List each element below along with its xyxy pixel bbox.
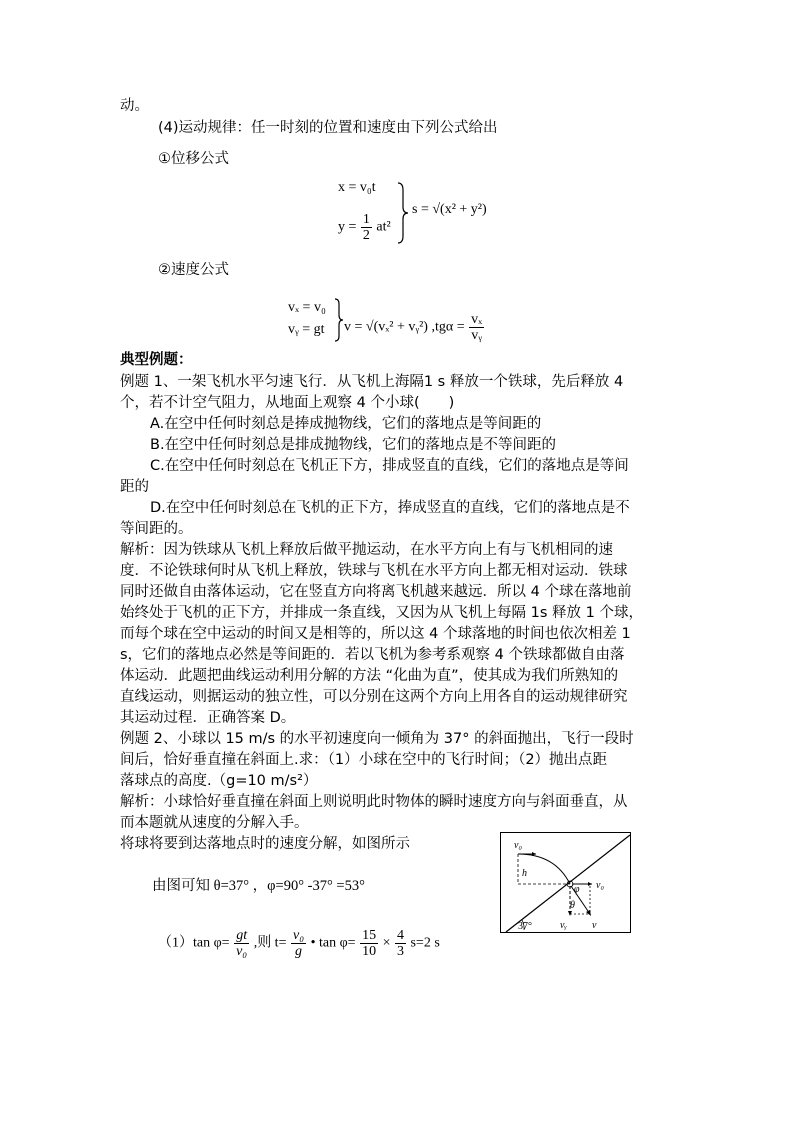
text-line: 解析：小球恰好垂直撞在斜面上则说明此时物体的瞬时速度方向与斜面垂直，从	[120, 794, 628, 810]
incline-projectile-diagram	[500, 832, 640, 940]
label-v: v	[592, 920, 597, 931]
text-line: 而每个球在空中运动的时间又是相等的，所以这 4 个球落地的时间也依次相差 1	[120, 626, 631, 642]
angle-label: 37°	[518, 921, 532, 932]
option-c: C.在空中任何时刻总在飞机正下方，排成竖直的直线，它们的落地点是等间	[150, 458, 629, 474]
arrow-head	[568, 911, 572, 916]
section-heading: 典型例题：	[120, 352, 193, 368]
option-b: B.在空中任何时刻总是排成抛物线，它们的落地点是不等间距的	[150, 437, 557, 453]
formula-velocity-x: vₓ = v₀	[288, 300, 326, 315]
text-line: (4)运动规律：任一时刻的位置和速度由下列公式给出	[158, 120, 498, 136]
text-line: ①位移公式	[158, 151, 229, 167]
label-h: h	[522, 868, 527, 879]
option-a: A.在空中任何时刻总是捧成抛物线，它们的落地点是等间距的	[150, 416, 542, 432]
text-line: 间后，恰好垂直撞在斜面上.求：（1）小球在空中的飞行时间；（2）抛出点距	[120, 752, 608, 768]
text-line: 始终处于飞机的正下方，并排成一条直线，又因为从飞机上每隔 1s 释放 1 个球，	[120, 605, 643, 621]
formula-displacement-x: x = v₀t	[338, 180, 376, 195]
text-line: 例题 2、小球以 15 m/s 的水平初速度向一倾角为 37° 的斜面抛出，飞行一段时	[120, 731, 634, 747]
text-line: 直线运动，则据运动的独立性，可以分别在这两个方向上用各自的运动规律研究	[120, 689, 628, 705]
incline-line	[506, 835, 630, 932]
formula-displacement-s: s = √(x² + y²)	[412, 202, 487, 217]
text-line: 落球点的高度.（g=10 m/s²）	[120, 773, 318, 789]
formula-velocity-y: vᵧ = gt	[288, 322, 325, 337]
arrow-head	[588, 882, 592, 886]
text-line: s，它们的落地点必然是等间距的．若以飞机为参考系观察 4 个铁球都做自由落	[120, 647, 625, 663]
label-v0-top: v₀	[514, 840, 522, 851]
text-line: 而本题就从速度的分解入手。	[120, 815, 309, 831]
text-line: ②速度公式	[158, 262, 229, 278]
label-vy: vᵧ	[560, 920, 567, 931]
text-line: 将球将要到达落地点时的速度分解，如图所示	[120, 836, 410, 852]
option-c-cont: 距的	[120, 479, 149, 495]
text-line: 个，若不计空气阻力，从地面上观察 4 个小球( )	[120, 395, 455, 411]
text-line: 例题 1、一架飞机水平匀速飞行．从飞机上海隔1 s 释放一个铁球，先后释放 4	[120, 374, 624, 390]
text-line: 体运动．此题把曲线运动利用分解的方法 “化曲为直”，使其成为我们所熟知的	[120, 668, 619, 684]
formula-displacement-y: y = $\frac{1}{2}$ at²	[338, 212, 391, 243]
option-d-cont: 等间距的。	[120, 521, 193, 537]
label-theta: θ	[570, 900, 575, 911]
text-line: 解析：因为铁球从飞机上释放后做平抛运动，在水平方向上有与飞机相同的速	[120, 542, 613, 558]
formula-flight-time: （1）tan φ= $\frac{gt}{\text{v₀}}$ ,则 t= $\frac{\text{v₀}}{g}$ • tan φ= $\frac{15}{10}$ × $\frac{4}{3}$ s=2 s	[158, 928, 440, 959]
text-line: 其运动过程．正确答案 D。	[120, 710, 296, 726]
text-line: 动。	[120, 98, 149, 114]
option-d: D.在空中任何时刻总在飞机的正下方，捧成竖直的直线，它们的落地点是不	[150, 500, 630, 516]
label-phi: φ	[574, 884, 580, 895]
text-line: 度．不论铁球何时从飞机上释放，铁球与飞机在水平方向上都无相对运动．铁球	[120, 563, 628, 579]
text-line: 同时还做自由落体运动，它在竖直方向将离飞机越来越远．所以 4 个球在落地前	[120, 584, 632, 600]
formula-velocity-v: v = √(vₓ² + vᵧ²) ,tgα = $\frac{\text{vₓ}}{\text{vᵧ}}$	[344, 312, 483, 343]
label-v0-right: v₀	[596, 880, 604, 891]
right-brace	[397, 182, 409, 244]
right-brace	[334, 298, 344, 342]
angle-relation: 由图可知 θ=37° ，φ=90° -37° =53°	[152, 878, 365, 894]
